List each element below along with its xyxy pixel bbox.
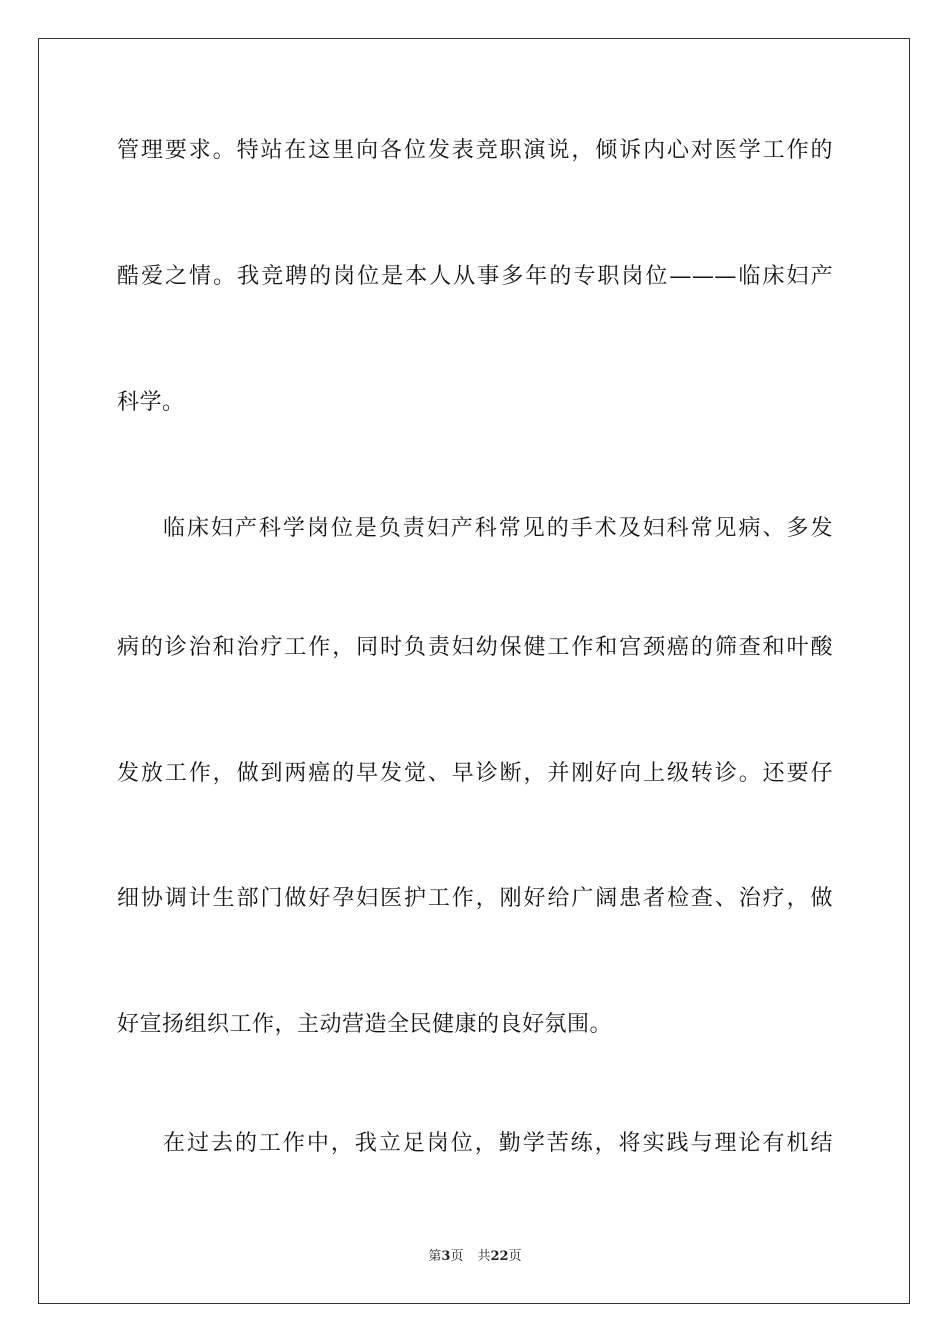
footer-total-prefix: 共 xyxy=(477,1249,491,1264)
paragraph-line-1: 管理要求。特站在这里向各位发表竞职演说，倾诉内心对医学工作的 xyxy=(117,138,833,163)
footer-total-pages: 22 xyxy=(490,1249,509,1264)
footer-total-suffix: 页 xyxy=(508,1249,522,1264)
page-border xyxy=(38,38,910,1304)
paragraph-line-4: 临床妇产科学岗位是负责妇产科常见的手术及妇科常见病、多发 xyxy=(163,516,833,541)
paragraph-line-7: 细协调计生部门做好孕妇医护工作，刚好给广阔患者检查、治疗，做 xyxy=(117,886,833,911)
paragraph-line-5: 病的诊治和治疗工作，同时负责妇幼保健工作和宫颈癌的筛查和叶酸 xyxy=(117,635,833,660)
footer-page-prefix: 第 xyxy=(428,1249,442,1264)
paragraph-line-9: 在过去的工作中，我立足岗位，勤学苦练，将实践与理论有机结 xyxy=(163,1131,833,1156)
paragraph-line-8: 好宣扬组织工作，主动营造全民健康的良好氛围。 xyxy=(117,1012,613,1037)
paragraph-line-2: 酷爱之情。我竞聘的岗位是本人从事多年的专职岗位———临床妇产 xyxy=(117,264,833,289)
footer-page-number: 3 xyxy=(441,1249,451,1264)
paragraph-line-3: 科学。 xyxy=(117,390,185,415)
footer-page-suffix: 页 xyxy=(450,1249,464,1264)
paragraph-line-6: 发放工作，做到两癌的早发觉、早诊断，并刚好向上级转诊。还要仔 xyxy=(117,761,833,786)
page-footer xyxy=(0,1248,950,1266)
